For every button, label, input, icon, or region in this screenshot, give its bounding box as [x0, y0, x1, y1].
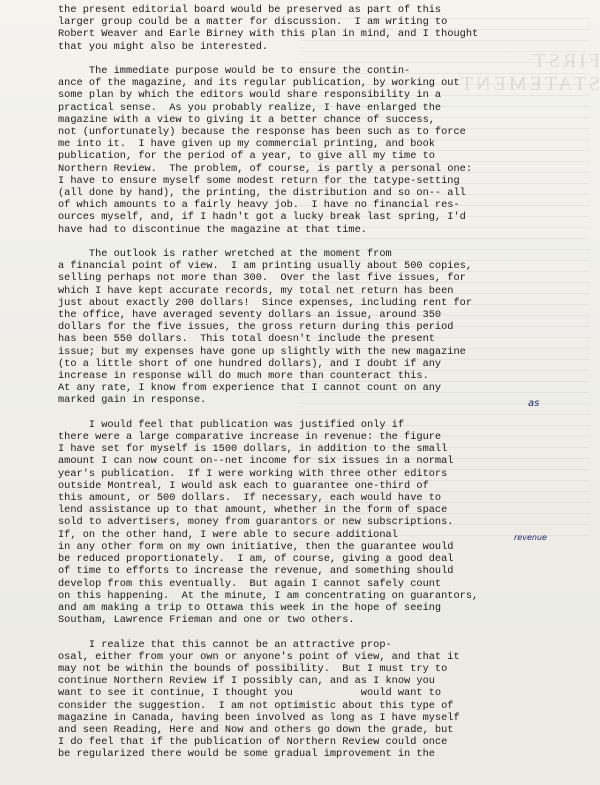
text-line: that you might also be interested.: [58, 40, 269, 53]
text-line: At any rate, I know from experience that I cannot count on any: [58, 382, 442, 395]
text-line: me into it. I have given up my commercial printing, and book: [58, 138, 435, 151]
letter-paragraph: [58, 639, 598, 761]
text-line: magazine with a view to giving it a better chance of success,: [58, 113, 435, 126]
text-line: and am making a trip to Ottawa this week in the hope of seeing: [58, 601, 442, 614]
text-line: outside Montreal, I would ask each to guarantee one-third of: [58, 479, 429, 492]
text-line: sold to advertisers, money from guarantors or new subscriptions.: [58, 516, 454, 529]
text-line: issue; but my expenses have gone up slightly with the new magazine: [58, 345, 466, 358]
text-line: publication, for the period of a year, to give all my time to: [58, 150, 435, 163]
text-line: selling perhaps not more than 300. Over the last five issues, for: [58, 272, 466, 285]
text-line: be reduced proportionately. I am, of course, giving a good deal: [58, 553, 454, 566]
letter-paragraph: [58, 248, 598, 407]
text-line: ources myself, and, if I hadn't got a lucky break last spring, I'd: [58, 211, 466, 224]
text-line: of time to efforts to increase the revenue, and something should: [58, 565, 454, 578]
text-line: may not be within the bounds of possibility. But I must try to: [58, 662, 448, 675]
text-line: some plan by which the editors would share responsibility in a: [58, 89, 442, 102]
text-line: has been 550 dollars. This total doesn't include the present: [58, 333, 435, 346]
text-line: the present editorial board would be preserved as part of this: [58, 4, 448, 16]
text-line: consider the suggestion. I am not optimistic about this type of: [58, 699, 454, 712]
text-line: dollars for the five issues, the gross return during this period: [58, 321, 454, 334]
text-line: develop from this eventually. But again I cannot safely count: [58, 577, 442, 590]
text-line: ance of the magazine, and its regular publication, by working out: [58, 77, 460, 90]
text-line: year's publication. If I were working with three other editors: [58, 467, 448, 480]
text-line: continue Northern Review if I possibly can, and as I know you: [58, 675, 435, 688]
text-line: I do feel that if the publication of Northern Review could once: [58, 736, 448, 749]
text-line: and seen Reading, Here and Now and others go down the grade, but: [58, 723, 454, 736]
letter-paragraph: [58, 65, 598, 236]
text-line: have had to discontinue the magazine at that time.: [58, 223, 367, 236]
text-line: lend assistance up to that amount, whether in the form of space: [58, 504, 448, 517]
text-line: which I have kept accurate records, my total net return has been: [58, 284, 454, 297]
text-line: be regularized there would be some gradual improvement in the: [58, 748, 435, 761]
text-line: in any other form on my own initiative, then the guarantee would: [58, 540, 454, 553]
letter-paragraph: [58, 419, 598, 626]
text-line: the office, have averaged seventy dollars an issue, around 350: [58, 309, 442, 322]
text-line: I realize that this cannot be an attractive prop-: [58, 638, 392, 651]
text-line: (to a little short of one hundred dollars), and I doubt if any: [58, 357, 442, 370]
text-line: there were a large comparative increase in revenue: the figure: [58, 431, 442, 444]
text-line: Northern Review. The problem, of course, is partly a personal one:: [58, 162, 473, 175]
text-line: increase in response will do much more than counteract this.: [58, 370, 429, 383]
text-line: amount I can now count on--net income for six issues in a normal: [58, 455, 454, 468]
letter-paragraph: [58, 4, 598, 53]
text-line: The outlook is rather wretched at the moment from: [58, 248, 392, 261]
text-line: not (unfortunately) because the response has been such as to force: [58, 126, 466, 139]
text-line: of which amounts to a fairly heavy job. I have no financial res-: [58, 199, 460, 212]
show-through-heading: FIRST STATEMENT: [457, 50, 600, 95]
text-line: Southam, Lawrence Frieman and one or two others.: [58, 614, 355, 627]
text-line: just about exactly 200 dollars! Since expenses, including rent for: [58, 296, 473, 309]
letter-body: [58, 4, 598, 761]
text-line: (all done by hand), the printing, the distribution and so on-- all: [58, 187, 466, 200]
text-line: on this happening. At the minute, I am concentrating on guarantors,: [58, 589, 479, 602]
text-line: a financial point of view. I am printing usually about 500 copies,: [58, 260, 473, 273]
text-line: Robert Weaver and Earle Birney with this plan in mind, and I thought: [58, 28, 479, 41]
text-line: I have set for myself is 1500 dollars, in addition to the small: [58, 443, 448, 456]
text-line: this amount, or 500 dollars. If necessary, each would have to: [58, 492, 442, 505]
text-line: I would feel that publication was justified only if: [58, 418, 405, 431]
handwritten-revenue-annotation: revenue: [514, 533, 547, 542]
handwritten-as-annotation: as: [528, 398, 540, 409]
text-line: larger group could be a matter for discussion. I am writing to: [58, 16, 448, 29]
text-line: osal, either from your own or anyone's point of view, and that it: [58, 650, 460, 663]
text-line: practical sense. As you probably realize, I have enlarged the: [58, 101, 442, 114]
text-line: If, on the other hand, I were able to secure additional: [58, 528, 398, 541]
text-line: marked gain in response.: [58, 394, 207, 407]
text-line: magazine in Canada, having been involved as long as I have myself: [58, 711, 460, 724]
text-line: I have to ensure myself some modest return for the tatype-setting: [58, 174, 460, 187]
text-line: The immediate purpose would be to ensure the contin-: [58, 65, 411, 77]
text-line: want to see it continue, I thought you would want to: [58, 687, 442, 700]
